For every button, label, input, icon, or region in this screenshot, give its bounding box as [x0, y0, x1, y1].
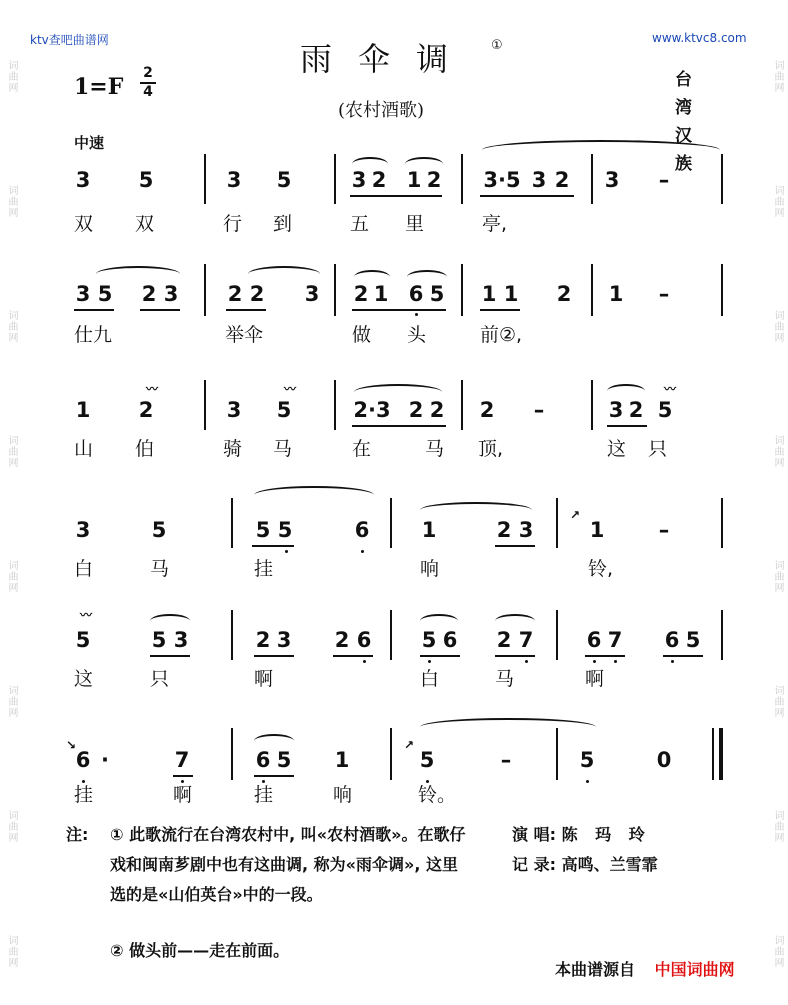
side-watermark: 词曲网: [772, 60, 783, 93]
recorder-name: 高鸣、兰雪霏: [561, 855, 658, 874]
barline: [721, 498, 723, 548]
score-row-4-lyrics: [0, 554, 788, 580]
slur: [248, 266, 320, 282]
song-subtitle: (农村酒歌): [338, 100, 425, 121]
note: 5: [97, 282, 113, 306]
barline: [334, 380, 336, 430]
barline: [461, 380, 463, 430]
origin-region: 台湾: [675, 70, 712, 118]
note: 5: [276, 168, 292, 192]
lyric: 这只: [607, 438, 690, 460]
lyric: 响: [420, 558, 440, 580]
note: 6: [354, 518, 370, 542]
note: 2: [227, 282, 243, 306]
note: 1: [75, 398, 91, 422]
slur: [352, 157, 388, 171]
note: 5: [151, 518, 167, 542]
octave-dot-below: [614, 660, 617, 663]
time-signature: [140, 66, 156, 100]
note: 1: [608, 282, 624, 306]
note: 2: [479, 398, 495, 422]
note: 6: [586, 628, 602, 652]
note: 1: [503, 282, 519, 306]
note: 5: [75, 628, 91, 652]
note: 2: [408, 398, 424, 422]
octave-dot-below: [671, 660, 674, 663]
barline: [334, 154, 336, 204]
recorder-line: [512, 850, 658, 880]
beam-underline: [352, 309, 446, 311]
side-watermark: 词曲网: [6, 810, 17, 843]
lyric: 白: [420, 668, 440, 690]
octave-dot-below: [593, 660, 596, 663]
note: 3: [531, 168, 547, 192]
barline: [556, 610, 558, 660]
note: 3·5: [483, 168, 521, 192]
note: 5: [138, 168, 154, 192]
barline: [556, 498, 558, 548]
note: 0: [656, 748, 672, 772]
note: 6: [75, 748, 91, 772]
beam-underline: [173, 775, 193, 777]
singer-name: 陈 玛 玲: [561, 825, 651, 844]
note: 2·3: [353, 398, 391, 422]
note: 2: [141, 282, 157, 306]
side-watermark: 词曲网: [772, 685, 783, 718]
note: –: [658, 282, 670, 306]
side-watermark: 词曲网: [6, 435, 17, 468]
lyric: 马: [273, 438, 293, 460]
lyric: 只: [150, 668, 170, 690]
note: 6: [408, 282, 424, 306]
note: 2: [556, 282, 572, 306]
slur: [405, 157, 443, 171]
note: 5: [276, 748, 292, 772]
lyric: 五: [350, 213, 370, 235]
note: 5: [419, 748, 435, 772]
slur: [354, 270, 390, 284]
note: 3: [75, 282, 91, 306]
barline: [461, 154, 463, 204]
title-footnote-mark: ①: [491, 38, 503, 53]
note: 1: [334, 748, 350, 772]
tie: [420, 718, 596, 736]
beam-underline: [254, 775, 294, 777]
score-row-1-lyrics: [0, 209, 788, 235]
meter-top: 2: [143, 65, 153, 81]
barline: [591, 380, 593, 430]
lyric: 亭,: [482, 213, 508, 235]
note: –: [658, 518, 670, 542]
note: 7: [518, 628, 534, 652]
barline: [721, 264, 723, 316]
side-watermark: 词曲网: [6, 935, 17, 968]
note: 5: [685, 628, 701, 652]
note: 5: [421, 628, 437, 652]
note: 1: [406, 168, 422, 192]
slur: [254, 486, 374, 504]
beam-underline: [333, 655, 373, 657]
meter-bottom: 4: [143, 84, 153, 100]
barline: [591, 154, 593, 204]
score-row-2-notes: [0, 282, 788, 322]
lyric: 啊: [254, 668, 274, 690]
footnote-2: ② 做头前——走在前面。: [110, 941, 290, 960]
side-watermark: 词曲网: [6, 310, 17, 343]
note: 2: [554, 168, 570, 192]
score-row-3-lyrics: [0, 434, 788, 460]
lyric: 挂: [74, 784, 94, 806]
note: ·: [101, 748, 109, 772]
barline: [204, 154, 206, 204]
score-row-4-notes: [0, 518, 788, 558]
note: –: [500, 748, 512, 772]
lyric: 做: [352, 324, 372, 346]
note: 3: [304, 282, 320, 306]
octave-dot-below: [361, 550, 364, 553]
barline: [231, 498, 233, 548]
beam-underline: [480, 309, 520, 311]
tempo-marking: 中速: [74, 134, 105, 152]
beam-underline: [585, 655, 625, 657]
note: 5: [151, 628, 167, 652]
note: 5: [255, 518, 271, 542]
source-prefix: 本曲谱源自: [555, 960, 636, 979]
slur: [96, 266, 180, 282]
side-watermark: 词曲网: [772, 560, 783, 593]
final-barline-thin: [712, 728, 714, 780]
note: 2: [496, 518, 512, 542]
note: 1: [373, 282, 389, 306]
score-row-5-lyrics: [0, 664, 788, 690]
octave-dot-below: [428, 660, 431, 663]
note: 5: [579, 748, 595, 772]
song-title: 雨伞调: [300, 40, 475, 78]
origin-ethnicity: 汉族: [675, 126, 712, 174]
lyric: 白: [74, 558, 94, 580]
note: 3: [163, 282, 179, 306]
barline: [721, 610, 723, 660]
footnote-1: ① 此歌流行在台湾农村中, 叫«农村酒歌»。在歌仔戏和闽南芗剧中也有这曲调, 称为«雨伞调», 这里选的是«山伯英台»中的一段。: [110, 825, 466, 904]
note: 6: [442, 628, 458, 652]
note: 2: [426, 168, 442, 192]
slur: [420, 614, 458, 628]
barline: [390, 498, 392, 548]
watermark-site-left: ktv查吧曲谱网: [30, 33, 109, 47]
credits: [512, 820, 658, 880]
note: 6: [664, 628, 680, 652]
side-watermark: 词曲网: [772, 810, 783, 843]
side-watermark: 词曲网: [6, 685, 17, 718]
lyric: 马: [495, 668, 515, 690]
left-watermark-column: [2, 0, 20, 1005]
beam-underline: [74, 309, 114, 311]
score-row-2-lyrics: [0, 320, 788, 346]
note: 5: [657, 398, 673, 422]
beam-underline: [607, 425, 647, 427]
score-row-1-notes: [0, 168, 788, 208]
note: 5: [277, 518, 293, 542]
note: 3: [226, 398, 242, 422]
score-row-5-notes: [0, 628, 788, 668]
note: 6: [356, 628, 372, 652]
barline: [721, 154, 723, 204]
lyric: 双: [74, 213, 94, 235]
key-signature: 1=F: [74, 74, 124, 100]
beam-underline: [480, 195, 574, 197]
ornament-icon: 〰: [284, 382, 297, 396]
note: 2: [353, 282, 369, 306]
note: 2: [371, 168, 387, 192]
beam-underline: [495, 545, 535, 547]
barline: [390, 610, 392, 660]
source-credit: [555, 957, 735, 980]
lyric: 在: [352, 438, 372, 460]
note: 2: [249, 282, 265, 306]
lyric: 挂: [254, 784, 274, 806]
note: –: [533, 398, 545, 422]
barline: [231, 610, 233, 660]
note: 7: [607, 628, 623, 652]
barline: [591, 264, 593, 316]
ornament-icon: 〰: [664, 382, 677, 396]
lyric: 马: [425, 438, 445, 460]
note: 5: [276, 398, 292, 422]
octave-dot-below: [363, 660, 366, 663]
score-row-6-lyrics: [0, 780, 788, 806]
glide-mark-icon: ↘: [66, 738, 77, 752]
glide-mark-icon: ↗: [404, 738, 415, 752]
lyric: 马: [150, 558, 170, 580]
final-barline-thick: [719, 728, 723, 780]
beam-underline: [150, 655, 190, 657]
lyric: 里: [405, 213, 425, 235]
lyric: 前②,: [480, 324, 523, 346]
note: 2: [138, 398, 154, 422]
slur: [354, 384, 442, 400]
lyric: 伯: [135, 438, 155, 460]
lyric: 响: [333, 784, 353, 806]
source-site-link[interactable]: 中国词曲网: [654, 960, 735, 979]
note: 3: [173, 628, 189, 652]
singer-line: [512, 820, 658, 850]
lyric: 仕九: [74, 324, 113, 346]
note: 2: [429, 398, 445, 422]
slur: [150, 614, 190, 628]
lyric: 举伞: [225, 324, 264, 346]
note: 1: [589, 518, 605, 542]
beam-underline: [352, 425, 446, 427]
slur: [607, 384, 645, 398]
lyric: 啊: [173, 784, 193, 806]
lyric: 铃,: [588, 558, 614, 580]
note: 3: [226, 168, 242, 192]
side-watermark: 词曲网: [6, 560, 17, 593]
barline: [390, 728, 392, 780]
note: 7: [174, 748, 190, 772]
barline: [231, 728, 233, 780]
beam-underline: [663, 655, 703, 657]
barline: [204, 264, 206, 316]
note: 3: [351, 168, 367, 192]
lyric: 行: [223, 213, 243, 235]
note: 2: [496, 628, 512, 652]
lyric: 山: [74, 438, 94, 460]
octave-dot-below: [415, 313, 418, 316]
tie: [482, 140, 720, 160]
octave-dot-below: [285, 550, 288, 553]
side-watermark: 词曲网: [772, 935, 783, 968]
lyric: 铃。: [418, 784, 457, 806]
note: 6: [255, 748, 271, 772]
beam-underline: [495, 655, 535, 657]
side-watermark: 词曲网: [772, 310, 783, 343]
side-watermark: 词曲网: [6, 60, 17, 93]
glide-mark-icon: ↗: [570, 508, 581, 522]
lyric: 骑: [223, 438, 243, 460]
beam-underline: [140, 309, 180, 311]
slur: [420, 502, 532, 518]
note: 3: [75, 518, 91, 542]
note: 1: [481, 282, 497, 306]
barline: [461, 264, 463, 316]
beam-underline: [420, 655, 460, 657]
note: 5: [429, 282, 445, 306]
lyric: 挂: [254, 558, 274, 580]
note: 3: [276, 628, 292, 652]
note: 2: [255, 628, 271, 652]
note: 3: [75, 168, 91, 192]
slur: [495, 614, 535, 628]
singer-label: 演 唱:: [512, 825, 556, 844]
beam-underline: [252, 545, 294, 547]
watermark-site-right: www.ktvc8.com: [652, 31, 747, 45]
note: 3: [604, 168, 620, 192]
octave-dot-below: [525, 660, 528, 663]
lyric: 到: [273, 213, 293, 235]
ornament-icon: 〰: [146, 382, 159, 396]
note: –: [658, 168, 670, 192]
lyric: 啊: [585, 668, 605, 690]
footnote-label: 注:: [66, 825, 89, 844]
beam-underline: [226, 309, 266, 311]
barline: [204, 380, 206, 430]
beam-underline: [350, 195, 442, 197]
note: 3: [518, 518, 534, 542]
note: 2: [334, 628, 350, 652]
lyric: 这: [74, 668, 94, 690]
side-watermark: 词曲网: [6, 185, 17, 218]
barline: [334, 264, 336, 316]
beam-underline: [254, 655, 294, 657]
score-row-3-notes: [0, 398, 788, 438]
note: 2: [628, 398, 644, 422]
slur: [407, 270, 447, 284]
right-watermark-column: [768, 0, 786, 1005]
lyric: 双: [135, 213, 155, 235]
side-watermark: 词曲网: [772, 435, 783, 468]
recorder-label: 记 录:: [512, 855, 556, 874]
ornament-icon: 〰: [80, 608, 93, 622]
note: 3: [608, 398, 624, 422]
side-watermark: 词曲网: [772, 185, 783, 218]
lyric: 顶,: [478, 438, 504, 460]
slur: [254, 734, 294, 748]
note: 1: [421, 518, 437, 542]
lyric: 头: [407, 324, 427, 346]
